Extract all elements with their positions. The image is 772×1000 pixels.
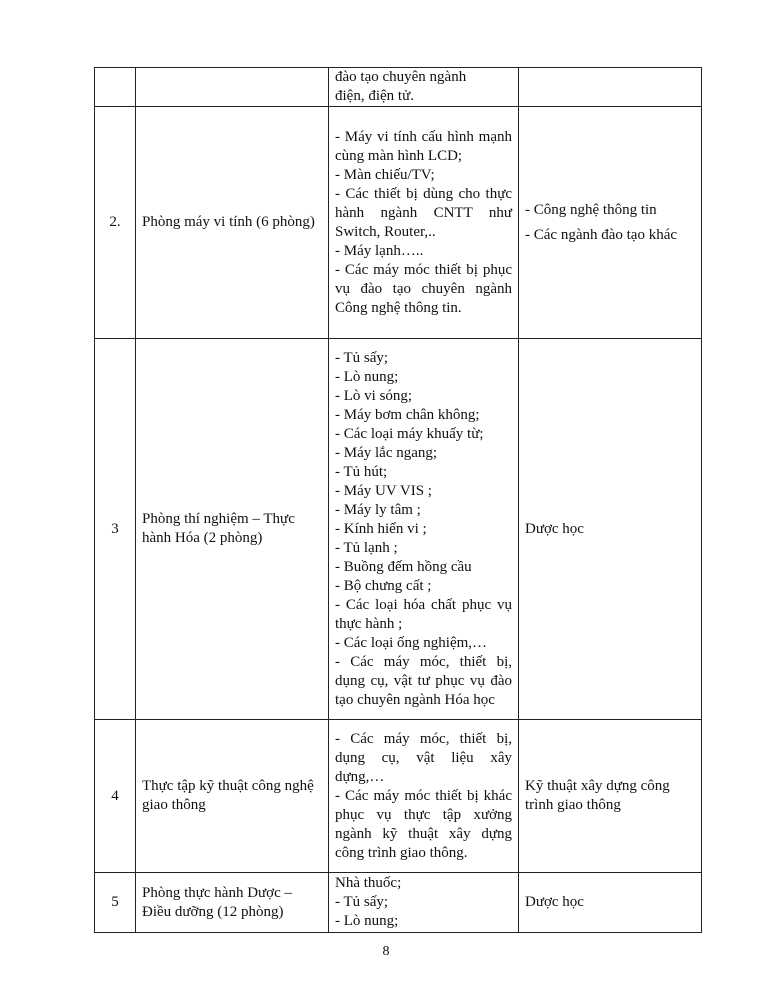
row-number: 2.: [95, 107, 136, 339]
room-name: [136, 68, 329, 107]
equipment-item: - Các máy móc thiết bị phục vụ đào tạo chuyên ngành Công nghệ thông tin.: [335, 261, 512, 316]
equipment-item: - Tủ sấy;: [335, 349, 389, 366]
equipment-item: - Các loại máy khuấy từ;: [335, 425, 484, 442]
table-body: [95, 68, 702, 933]
training-majors: [519, 720, 702, 873]
training-majors: [519, 107, 702, 339]
equipment-item: - Máy ly tâm ;: [335, 501, 421, 518]
equipment-item: Nhà thuốc;: [335, 875, 402, 891]
table-row: [95, 720, 702, 873]
room-name: Phòng máy vi tính (6 phòng): [136, 107, 329, 339]
equipment-item: - Máy UV VIS ;: [335, 482, 432, 499]
equipment-item: - Các máy móc, thiết bị, dụng cụ, vật liệu xây dựng,…: [335, 730, 512, 785]
equipment-item: - Kính hiển vi ;: [335, 520, 427, 537]
equipment-item: - Máy vi tính cấu hình mạnh cùng màn hình LCD;: [335, 128, 512, 164]
row-number: 4: [95, 720, 136, 873]
equipment-item: đào tạo chuyên ngành: [335, 69, 467, 85]
table-row: [95, 68, 702, 107]
equipment-list: [329, 720, 519, 873]
equipment-list: [329, 339, 519, 720]
equipment-item: - Máy lạnh…..: [335, 242, 424, 259]
room-name: Phòng thực hành Dược – Điều dưỡng (12 phòng): [136, 873, 329, 933]
equipment-item: - Tủ sấy;: [335, 894, 389, 910]
equipment-item: - Tủ lạnh ;: [335, 539, 398, 556]
equipment-item: - Lò vi sóng;: [335, 387, 413, 404]
equipment-item: - Các máy móc, thiết bị, dụng cụ, vật tư phục vụ đào tạo chuyên ngành Hóa học: [335, 653, 512, 708]
row-number: 5: [95, 873, 136, 933]
equipment-list: [329, 107, 519, 339]
row-number: [95, 68, 136, 107]
equipment-item: - Lò nung;: [335, 368, 399, 385]
equipment-table: [94, 67, 702, 933]
equipment-item: - Các loại ống nghiệm,…: [335, 634, 488, 651]
equipment-item: - Các thiết bị dùng cho thực hành ngành CNTT như Switch, Router,..: [335, 185, 512, 240]
training-majors: [519, 68, 702, 107]
table-row: [95, 873, 702, 933]
equipment-item: - Các loại hóa chất phục vụ thực hành ;: [335, 596, 512, 632]
training-majors: [519, 339, 702, 720]
training-majors: [519, 873, 702, 933]
row-number: 3: [95, 339, 136, 720]
equipment-item: - Các máy móc thiết bị khác phục vụ thực tập xưởng ngành kỹ thuật xây dựng công trình giao thông.: [335, 787, 512, 861]
equipment-list: [329, 68, 519, 107]
major-item: Dược học: [525, 520, 584, 537]
major-item: Kỹ thuật xây dựng công trình giao thông: [525, 778, 670, 813]
equipment-item: - Lò nung;: [335, 913, 399, 929]
equipment-item: - Máy lắc ngang;: [335, 444, 438, 461]
equipment-item: - Buồng đếm hồng cầu: [335, 558, 472, 575]
equipment-item: - Máy bơm chân không;: [335, 406, 480, 423]
equipment-item: điện, điện tử.: [335, 88, 414, 104]
major-item: - Các ngành đào tạo khác: [525, 226, 678, 243]
table-row: [95, 339, 702, 720]
page-number: 8: [382, 944, 390, 959]
major-item: - Công nghệ thông tin: [525, 201, 657, 218]
major-item: Dược học: [525, 894, 584, 910]
room-name: Phòng thí nghiệm – Thực hành Hóa (2 phòng): [136, 339, 329, 720]
equipment-list: [329, 873, 519, 933]
equipment-item: - Tủ hút;: [335, 463, 388, 480]
equipment-item: - Bộ chưng cất ;: [335, 577, 432, 594]
equipment-item: - Màn chiếu/TV;: [335, 166, 435, 183]
room-name: Thực tập kỹ thuật công nghệ giao thông: [136, 720, 329, 873]
table-row: [95, 107, 702, 339]
